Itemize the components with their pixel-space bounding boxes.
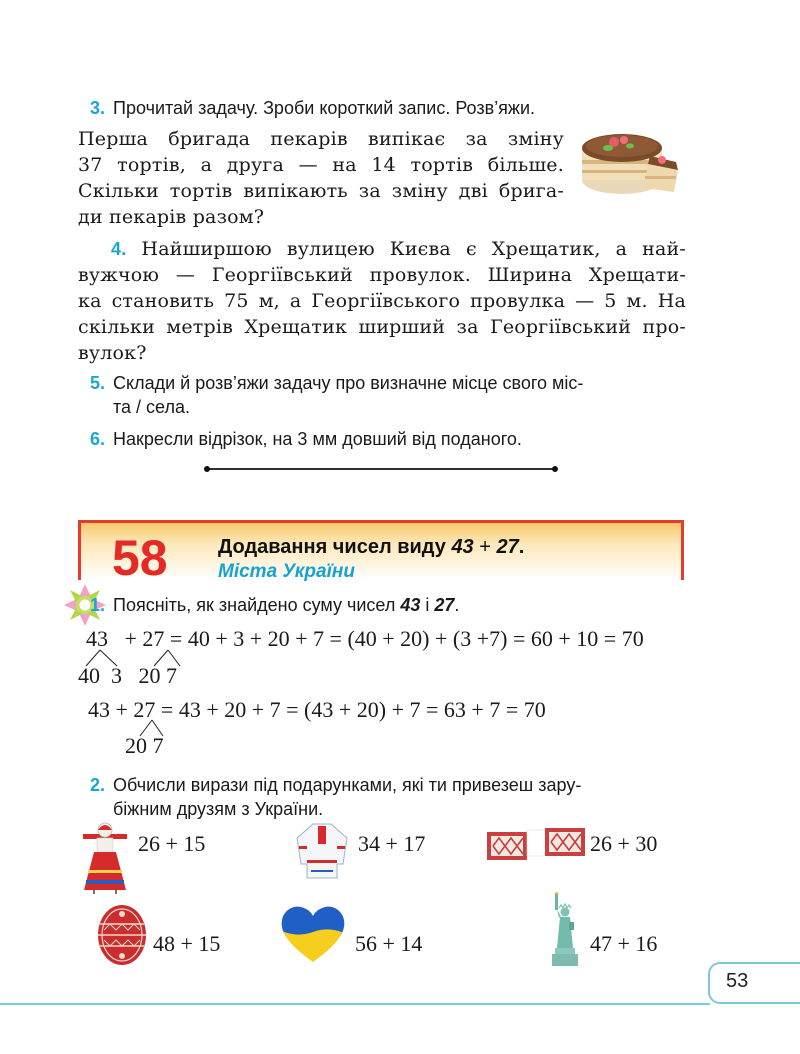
rushnyk-icon bbox=[487, 826, 585, 862]
exercise-1-split-1: 40 3 20 7 bbox=[78, 663, 177, 688]
task-3-problem bbox=[78, 126, 564, 230]
task-4-line-text: Найширшою вулицею Києва є Хрещатик, а най- bbox=[141, 238, 686, 260]
exercise-1-a: 43 bbox=[400, 595, 421, 615]
task-4-line: ка становить 75 м, а Георгіївського провулка — 5 м. На bbox=[78, 290, 686, 312]
exercise-2 bbox=[81, 773, 691, 821]
exercise-1-b: 27 bbox=[434, 595, 455, 615]
exercise-1-equation-2: 43 + 27 = 43 + 20 + 7 = (43 + 20) + 7 = 63 + 7 = 70 bbox=[88, 697, 546, 722]
gift-expression: 26 + 30 bbox=[590, 831, 658, 856]
vyshyvanka-icon bbox=[293, 820, 351, 880]
exercise-2-line: Обчисли вирази під подарунками, які ти привезеш зару- bbox=[113, 775, 582, 795]
lesson-title-text: Додавання чисел виду bbox=[218, 536, 452, 558]
task-4-number: 4. bbox=[111, 239, 127, 259]
task-3-line: ди пекарів разом? bbox=[78, 206, 265, 228]
statue-of-liberty-icon bbox=[545, 892, 585, 968]
bottom-rule bbox=[0, 1003, 710, 1005]
lesson-number: 58 bbox=[112, 530, 168, 586]
lesson-title-a: 43 bbox=[451, 536, 474, 558]
task-3-instruction-row bbox=[81, 96, 641, 120]
page-number: 53 bbox=[726, 970, 749, 992]
motanka-doll-icon bbox=[80, 820, 130, 896]
task-6-text: Накресли відрізок, на 3 мм довший від поданого. bbox=[113, 429, 522, 449]
task-4-line: вулок? bbox=[78, 342, 147, 364]
task-3-line: Скільки тортів випікають за зміну дві брига- bbox=[78, 180, 564, 202]
lesson-title-plus: + bbox=[473, 536, 497, 558]
task-6-number: 6. bbox=[89, 429, 105, 449]
gift-expression: 47 + 16 bbox=[590, 931, 658, 956]
page-number-tab bbox=[708, 962, 800, 1004]
exercise-1-number: 1. bbox=[89, 595, 105, 615]
task-4-line: скільки метрів Хрещатик ширший за Георгіївський про- bbox=[78, 316, 686, 338]
segment-drawing bbox=[200, 462, 562, 476]
lesson-title-b: 27 bbox=[496, 536, 519, 558]
task-5-line: та / села. bbox=[113, 397, 190, 417]
task-3-number: 3. bbox=[89, 98, 105, 118]
task-3-line: 37 тортів, а друга — на 14 тортів більше. bbox=[78, 154, 564, 176]
gift-expression: 48 + 15 bbox=[153, 931, 221, 956]
lesson-title bbox=[218, 536, 524, 558]
exercise-1-instruction bbox=[81, 593, 681, 617]
pysanka-icon bbox=[96, 902, 148, 966]
task-5-number: 5. bbox=[89, 373, 105, 393]
exercise-1-equation-1: 43 + 27 = 40 + 3 + 20 + 7 = (40 + 20) + (3 +7) = 60 + 10 = 70 bbox=[86, 626, 644, 651]
gift-expression: 56 + 14 bbox=[355, 931, 423, 956]
task-5 bbox=[81, 371, 691, 419]
exercise-1-mid: і bbox=[420, 595, 435, 615]
gift-expression: 26 + 15 bbox=[138, 831, 206, 856]
exercise-1-end: . bbox=[454, 595, 460, 615]
task-3-line: Перша бригада пекарів випікає за зміну bbox=[78, 128, 564, 150]
task-5-line: Склади й розв’яжи задачу про визначне місце свого міс- bbox=[113, 373, 584, 393]
exercise-2-line: біжним друзям з України. bbox=[113, 799, 324, 819]
task-3-instruction: Прочитай задачу. Зроби короткий запис. Розв’яжи. bbox=[113, 98, 536, 118]
heart-flag-icon bbox=[280, 904, 346, 964]
task-4-line bbox=[78, 236, 686, 262]
exercise-1-split-2: 20 7 bbox=[125, 733, 164, 758]
gift-expression: 34 + 17 bbox=[358, 831, 426, 856]
cake-icon bbox=[578, 118, 682, 200]
exercise-1-text: Поясніть, як знайдено суму чисел bbox=[113, 595, 401, 615]
task-4 bbox=[78, 236, 686, 366]
lesson-subtitle: Міста України bbox=[218, 561, 355, 582]
task-4-line: вужчою — Георгіївський провулок. Ширина Хрещати- bbox=[78, 264, 686, 286]
lesson-title-dot: . bbox=[518, 536, 525, 558]
task-6 bbox=[81, 427, 691, 451]
exercise-2-number: 2. bbox=[89, 775, 105, 795]
